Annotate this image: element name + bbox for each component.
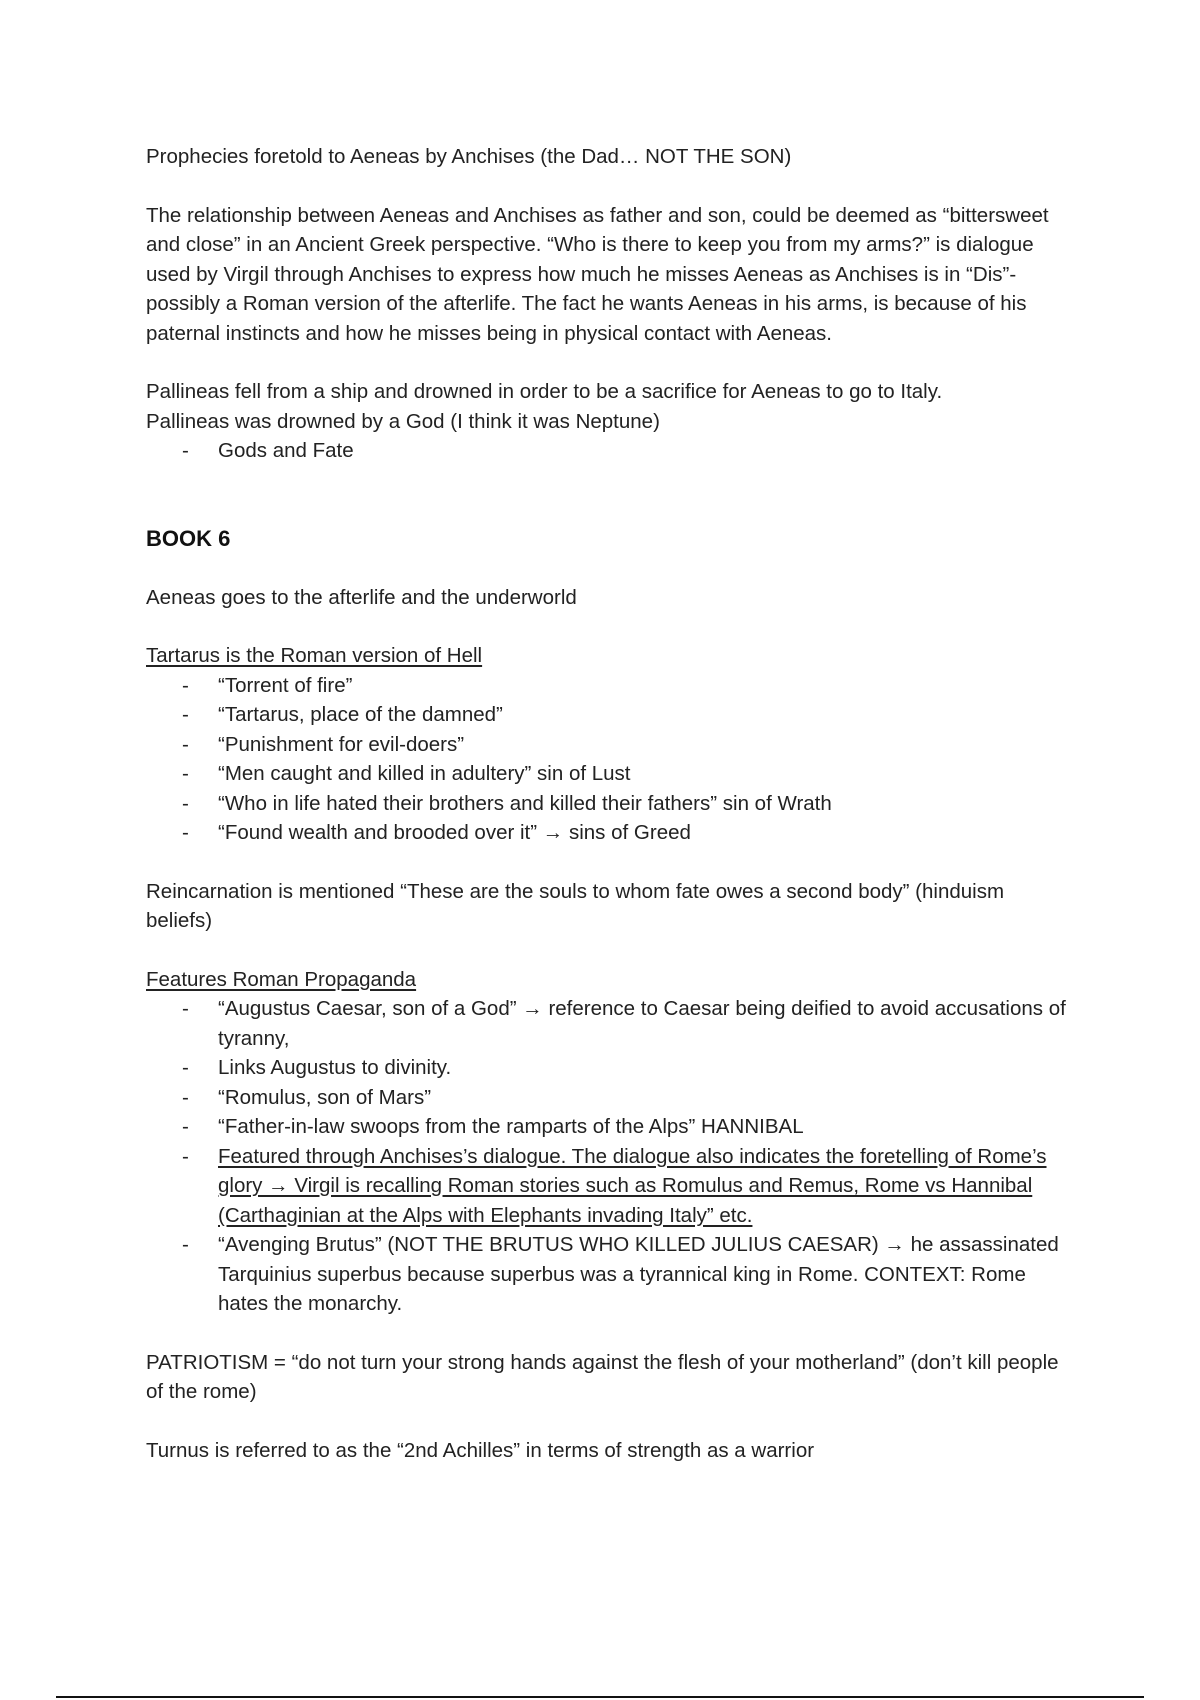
list-item: - “Men caught and killed in adultery” sin of Lust — [146, 759, 1066, 789]
underlined-text: Featured through Anchises’s dialogue. The dialogue also indicates the foretelling of Rome’s glory → Virgil is recalling Roman stories such as Romulus and Remus, Rome vs Hannibal (Carthaginian at the Alps with Elephants invading Italy” etc. — [218, 1144, 1047, 1227]
pallineas-list — [146, 436, 1066, 466]
relationship-paragraph: The relationship between Aeneas and Anchises as father and son, could be deemed as “bittersweet and close” in an Ancient Greek perspective. “Who is there to keep you from my arms?” is dialogue used by Virgil through Anchises to express how much he misses Aeneas as Anchises is in “Dis”- possibly a Roman version of the afterlife. The fact he wants Aeneas in his arms, is because of his paternal instincts and how he misses being in physical contact with Aeneas. — [146, 203, 1049, 345]
list-item: - “Found wealth and brooded over it” → sins of Greed — [146, 818, 1066, 848]
prophecies-line: Prophecies foretold to Aeneas by Anchises (the Dad… NOT THE SON) — [146, 145, 792, 168]
list-item: - Gods and Fate — [146, 436, 1066, 466]
list-item: - “Tartarus, place of the damned” — [146, 700, 1066, 730]
list-item: - “Who in life hated their brothers and killed their fathers” sin of Wrath — [146, 789, 1066, 819]
section-heading-book-6: BOOK 6 — [146, 525, 231, 551]
bottom-divider — [56, 1696, 1144, 1698]
patriotism-paragraph: PATRIOTISM = “do not turn your strong hands against the flesh of your motherland” (don’t kill people of the rome) — [146, 1350, 1059, 1403]
list-item: - “Romulus, son of Mars” — [146, 1083, 1066, 1113]
propaganda-list — [146, 994, 1066, 1319]
document-page — [146, 142, 1066, 1465]
list-item: - “Torrent of fire” — [146, 671, 1066, 701]
list-item: - “Avenging Brutus” (NOT THE BRUTUS WHO KILLED JULIUS CAESAR) → he assassinated Tarquinius superbus because superbus was a tyrannical king in Rome. CONTEXT: Rome hates the monarchy. — [146, 1230, 1066, 1319]
pallineas-line-1: Pallineas fell from a ship and drowned in order to be a sacrifice for Aeneas to go to Italy. — [146, 380, 943, 403]
list-item: - “Augustus Caesar, son of a God” → reference to Caesar being deified to avoid accusations of tyranny, — [146, 994, 1066, 1053]
list-item: - “Father-in-law swoops from the ramparts of the Alps” HANNIBAL — [146, 1112, 1066, 1142]
tartarus-title: Tartarus is the Roman version of Hell — [146, 644, 483, 667]
tartarus-list — [146, 671, 1066, 848]
reincarnation-paragraph: Reincarnation is mentioned “These are the souls to whom fate owes a second body” (hinduism beliefs) — [146, 879, 1005, 932]
turnus-paragraph: Turnus is referred to as the “2nd Achilles” in terms of strength as a warrior — [146, 1438, 815, 1462]
book6-summary: Aeneas goes to the afterlife and the underworld — [146, 585, 577, 609]
pallineas-line-2: Pallineas was drowned by a God (I think it was Neptune) — [146, 409, 660, 433]
list-item: - Links Augustus to divinity. — [146, 1053, 1066, 1083]
list-item: - “Punishment for evil-doers” — [146, 730, 1066, 760]
propaganda-title: Features Roman Propaganda — [146, 967, 417, 991]
list-item-underlined — [146, 1142, 1066, 1231]
